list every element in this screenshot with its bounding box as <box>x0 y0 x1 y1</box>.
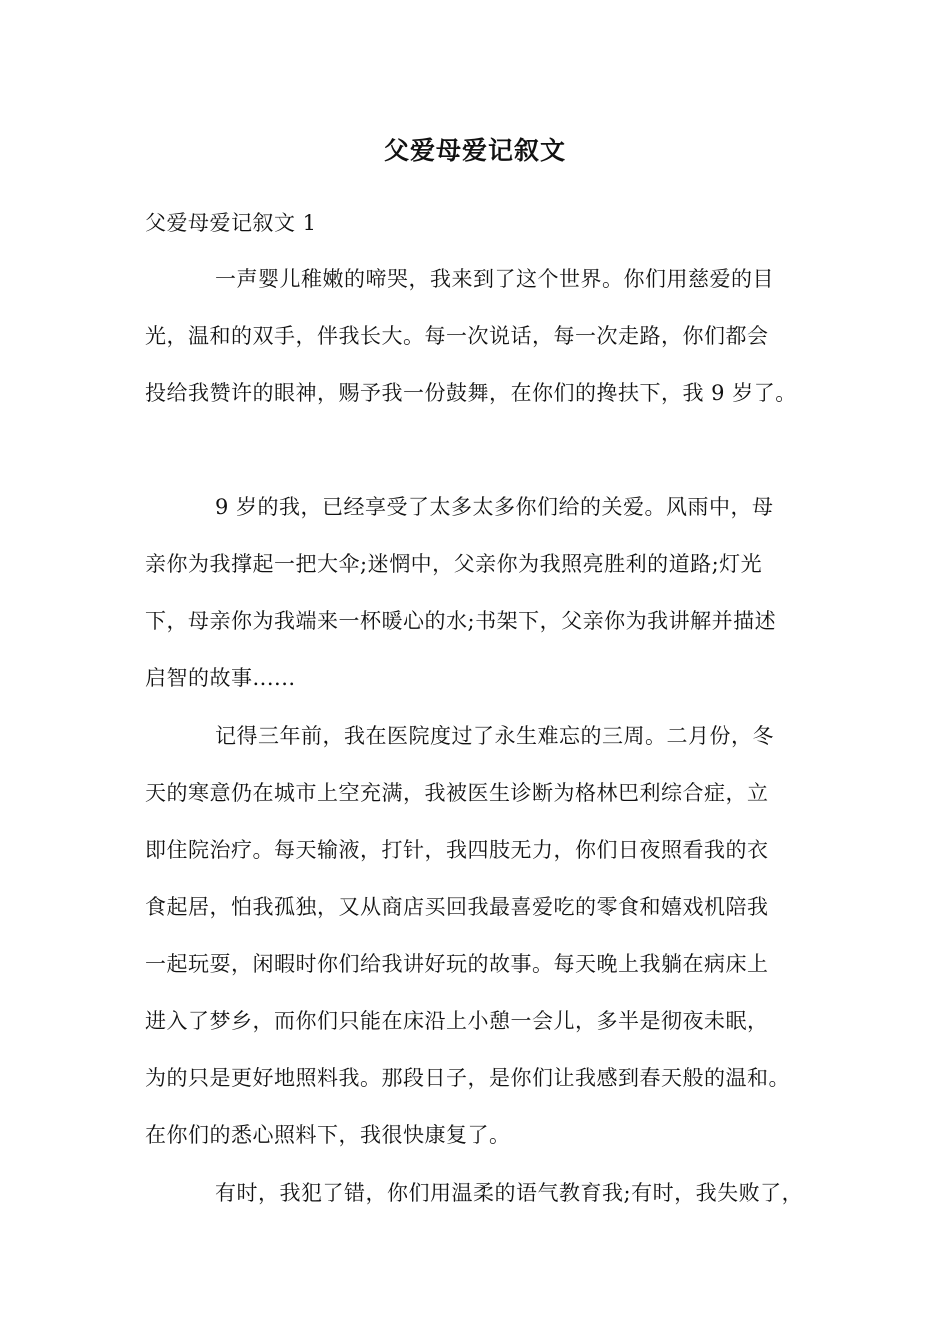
paragraph-line: 投给我赞许的眼神，赐予我一份鼓舞，在你们的搀扶下，我 9 岁了。 <box>145 381 797 405</box>
paragraph-line: 光，温和的双手，伴我长大。每一次说话，每一次走路，你们都会 <box>145 324 769 348</box>
paragraph-line: 即住院治疗。每天输液，打针，我四肢无力，你们日夜照看我的衣 <box>145 838 769 862</box>
paragraph-line: 一起玩耍，闲暇时你们给我讲好玩的故事。每天晚上我躺在病床上 <box>145 952 769 976</box>
paragraph-line: 记得三年前，我在医院度过了永生难忘的三周。二月份，冬 <box>215 724 774 748</box>
paragraph-line: 为的只是更好地照料我。那段日子，是你们让我感到春天般的温和。 <box>145 1066 790 1090</box>
paragraph-line: 启智的故事...... <box>145 666 296 690</box>
paragraph-line: 有时，我犯了错，你们用温柔的语气教育我;有时，我失败了， <box>215 1181 804 1205</box>
paragraph-line: 一声婴儿稚嫩的啼哭，我来到了这个世界。你们用慈爱的目 <box>215 267 774 291</box>
section-heading: 父爱母爱记叙文 1 <box>145 211 317 235</box>
paragraph-line: 天的寒意仍在城市上空充满，我被医生诊断为格林巴利综合症，立 <box>145 781 769 805</box>
paragraph-line: 进入了梦乡，而你们只能在床沿上小憩一会儿，多半是彻夜未眠， <box>145 1009 769 1033</box>
document-title: 父爱母爱记叙文 <box>383 136 566 165</box>
paragraph-line: 亲你为我撑起一把大伞;迷惘中，父亲你为我照亮胜利的道路;灯光 <box>145 552 763 576</box>
paragraph-line: 下，母亲你为我端来一杯暖心的水;书架下，父亲你为我讲解并描述 <box>145 609 777 633</box>
paragraph-line: 食起居，怕我孤独，又从商店买回我最喜爱吃的零食和嬉戏机陪我 <box>145 895 769 919</box>
paragraph-line: 在你们的悉心照料下，我很快康复了。 <box>145 1123 511 1147</box>
paragraph-line: 9 岁的我，已经享受了太多太多你们给的关爱。风雨中，母 <box>215 495 774 519</box>
